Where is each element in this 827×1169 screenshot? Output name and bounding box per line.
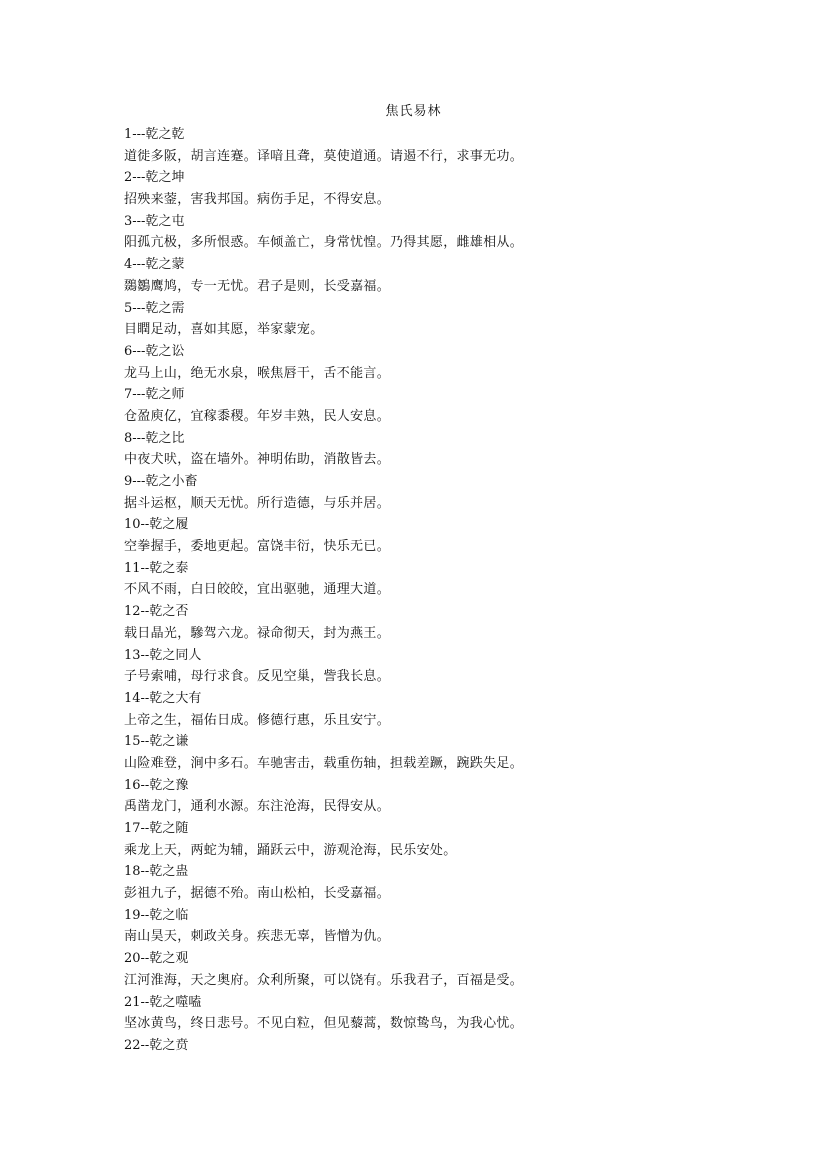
entry-text: 阳孤亢极，多所恨惑。车倾盖亡，身常忧惶。乃得其愿，雌雄相从。 bbox=[124, 235, 524, 251]
document-title: 焦氏易林 bbox=[385, 104, 442, 119]
entry-text: 子号索哺，母行求食。反见空巢，訾我长息。 bbox=[124, 669, 391, 685]
entry-heading: 3---乾之屯 bbox=[124, 213, 185, 229]
list-item bbox=[124, 167, 724, 210]
entry-text: 南山昊天，刺政关身。疾悲无辜，皆憎为仇。 bbox=[124, 929, 391, 945]
entry-heading: 5---乾之需 bbox=[124, 300, 185, 316]
list-item bbox=[124, 1035, 724, 1057]
entry-heading: 4---乾之蒙 bbox=[124, 257, 185, 273]
entry-heading: 15--乾之谦 bbox=[124, 734, 189, 750]
list-item bbox=[124, 384, 724, 427]
list-item bbox=[124, 688, 724, 731]
entry-heading: 12--乾之否 bbox=[124, 604, 189, 620]
list-item bbox=[124, 948, 724, 991]
entry-text: 鵽鶵鹰鸠，专一无忧。君子是则，长受嘉福。 bbox=[124, 278, 391, 294]
entry-text: 中夜犬吠，盗在墙外。神明佑助，消散皆去。 bbox=[124, 452, 391, 468]
entry-text: 禹凿龙门，通利水源。东注沧海，民得安从。 bbox=[124, 799, 391, 815]
list-item bbox=[124, 861, 724, 904]
entry-list bbox=[124, 124, 724, 1057]
list-item bbox=[124, 558, 724, 601]
entry-heading: 6---乾之讼 bbox=[124, 343, 185, 359]
entry-heading: 16--乾之豫 bbox=[124, 777, 189, 793]
entry-text: 上帝之生，福佑日成。修德行惠，乐且安宁。 bbox=[124, 712, 391, 728]
entry-text: 据斗运枢，顺天无忧。所行造德，与乐并居。 bbox=[124, 495, 391, 511]
entry-heading: 11--乾之泰 bbox=[124, 560, 189, 576]
entry-text: 彭祖九子，据德不殆。南山松柏，长受嘉福。 bbox=[124, 886, 391, 902]
entry-heading: 19--乾之临 bbox=[124, 907, 189, 923]
entry-text: 载日晶光，驂驾六龙。禄命彻天，封为燕王。 bbox=[124, 625, 391, 641]
list-item bbox=[124, 298, 724, 341]
entry-text: 道徙多阪，胡言连蹇。译喑且聋，莫使道通。请遏不行，求事无功。 bbox=[124, 148, 524, 164]
entry-text: 仓盈庾亿，宜稼黍稷。年岁丰熟，民人安息。 bbox=[124, 408, 391, 424]
entry-heading: 13--乾之同人 bbox=[124, 647, 202, 663]
entry-text: 目瞤足动，喜如其愿，举家蒙宠。 bbox=[124, 322, 324, 338]
list-item bbox=[124, 124, 724, 167]
entry-text: 龙马上山，绝无水泉，喉焦唇干，舌不能言。 bbox=[124, 365, 391, 381]
entry-text: 招殃来蓥，害我邦国。病伤手足，不得安息。 bbox=[124, 192, 391, 208]
entry-heading: 2---乾之坤 bbox=[124, 170, 185, 186]
list-item bbox=[124, 211, 724, 254]
entry-text: 空拳握手，委地更起。富饶丰衍，快乐无已。 bbox=[124, 539, 391, 555]
list-item bbox=[124, 645, 724, 688]
entry-text: 乘龙上天，两蛇为辅，踊跃云中，游观沧海，民乐安处。 bbox=[124, 842, 457, 858]
entry-heading: 14--乾之大有 bbox=[124, 690, 202, 706]
entry-heading: 17--乾之随 bbox=[124, 821, 189, 836]
list-item bbox=[124, 731, 724, 774]
entry-text: 山险难登，涧中多石。车驰害击，载重伤轴，担载差蹶，踠跌失足。 bbox=[124, 755, 524, 771]
entry-heading: 10--乾之履 bbox=[124, 517, 189, 533]
entry-text: 不风不雨，白日皎皎，宜出驱驰，通理大道。 bbox=[124, 582, 391, 598]
list-item bbox=[124, 992, 724, 1035]
entry-heading: 18--乾之蛊 bbox=[124, 864, 189, 880]
list-item bbox=[124, 471, 724, 514]
entry-heading: 20--乾之观 bbox=[124, 951, 189, 967]
entry-heading: 22--乾之贲 bbox=[124, 1037, 189, 1053]
entry-text: 坚冰黄鸟，终日悲号。不见白粒，但见藜蒿，数惊鸷鸟，为我心忧。 bbox=[124, 1016, 524, 1032]
entry-heading: 9---乾之小畜 bbox=[124, 474, 198, 489]
list-item bbox=[124, 428, 724, 471]
entry-heading: 21--乾之噬嗑 bbox=[124, 994, 202, 1010]
list-item bbox=[124, 818, 724, 861]
entry-heading: 7---乾之师 bbox=[124, 387, 185, 403]
list-item bbox=[124, 514, 724, 557]
list-item bbox=[124, 341, 724, 384]
entry-heading: 8---乾之比 bbox=[124, 430, 185, 446]
list-item bbox=[124, 775, 724, 818]
list-item bbox=[124, 254, 724, 297]
entry-text: 江河淮海，天之奥府。众利所聚，可以饶有。乐我君子，百福是受。 bbox=[124, 972, 524, 988]
entry-heading: 1---乾之乾 bbox=[124, 127, 185, 142]
list-item bbox=[124, 601, 724, 644]
list-item bbox=[124, 905, 724, 948]
